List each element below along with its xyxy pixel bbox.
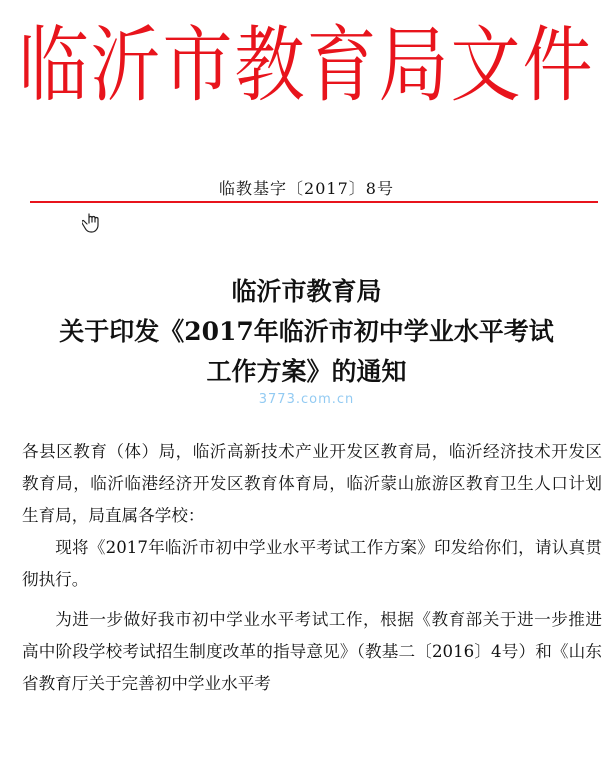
document-number: 临教基字〔2017〕8号 xyxy=(219,179,394,198)
notice-title xyxy=(0,272,613,392)
notice-body xyxy=(22,436,602,700)
title-line-subject-cont: 工作方案》的通知 xyxy=(206,357,407,386)
body-paragraph-2: 为进一步做好我市初中学业水平考试工作，根据《教育部关于进一步推进高中阶段学校考试招生制度改革的指导意见》（教基二〔2016〕4号）和《山东省教育厅关于完善初中学业水平考 xyxy=(22,610,602,693)
title-line-issuer: 临沂市教育局 xyxy=(231,277,382,306)
document-masthead: 临沂市教育局文件 xyxy=(18,16,595,114)
addressee-paragraph: 各县区教育（体）局，临沂高新技术产业开发区教育局，临沂经济技术开发区教育局，临沂临港经济开发区教育体育局，临沂蒙山旅游区教育卫生人口计划生育局，局直属各学校： xyxy=(22,442,602,525)
red-divider-line xyxy=(30,201,598,203)
body-paragraph-1: 现将《2017年临沂市初中学业水平考试工作方案》印发给你们，请认真贯彻执行。 xyxy=(22,538,602,589)
site-watermark: 3773.com.cn xyxy=(258,392,355,407)
hand-cursor-icon xyxy=(82,212,102,234)
title-line-subject: 关于印发《2017年临沂市初中学业水平考试 xyxy=(59,317,554,346)
